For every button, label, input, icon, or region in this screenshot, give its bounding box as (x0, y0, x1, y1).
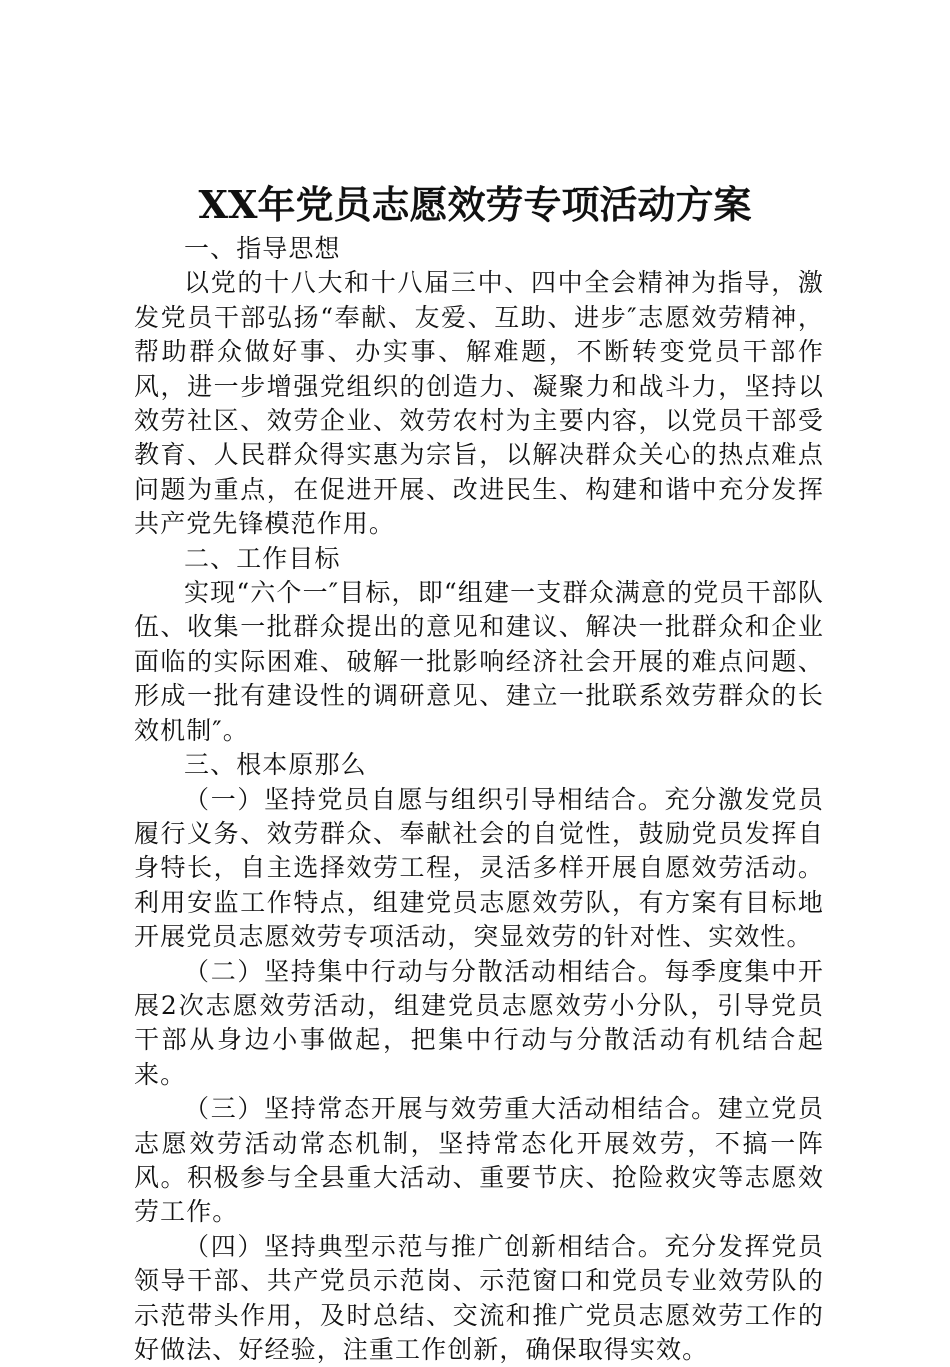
paragraph-principle-3: （三）坚持常态开展与效劳重大活动相结合。建立党员志愿效劳活动常态机制，坚持常态化开展效劳，不搞一阵风。积极参与全县重大活动、重要节庆、抢险救灾等志愿效劳工作。 (134, 1094, 824, 1227)
document-title: XX年党员志愿效劳专项活动方案 (198, 182, 752, 227)
section-heading-guiding-ideology: 一、指导思想 (184, 234, 341, 263)
paragraph-principle-1: （一）坚持党员自愿与组织引导相结合。充分激发党员履行义务、效劳群众、奉献社会的自觉性，鼓励党员发挥自身特长，自主选择效劳工程，灵活多样开展自愿效劳活动。利用安监工作特点，组建党员志愿效劳队，有方案有目标地开展党员志愿效劳专项活动，突显效劳的针对性、实效性。 (134, 784, 824, 952)
paragraph-principle-4: （四）坚持典型示范与推广创新相结合。充分发挥党员领导干部、共产党员示范岗、示范窗口和党员专业效劳队的示范带头作用，及时总结、交流和推广党员志愿效劳工作的好做法、好经验，注重工作创新，确保取得实效。 (134, 1231, 824, 1364)
document-body (134, 232, 824, 1367)
paragraph-principle-2: （二）坚持集中行动与分散活动相结合。每季度集中开展2次志愿效劳活动，组建党员志愿效劳小分队，引导党员干部从身边小事做起，把集中行动与分散活动有机结合起来。 (134, 956, 824, 1089)
paragraph-work-goals: 实现“六个一″目标，即“组建一支群众满意的党员干部队伍、收集一批群众提出的意见和建议、解决一批群众和企业面临的实际困难、破解一批影响经济社会开展的难点问题、形成一批有建设性的调研意见、建立一批联系效劳群众的长效机制″。 (134, 578, 824, 745)
section-heading-work-goals: 二、工作目标 (184, 543, 341, 573)
section-heading-basic-principles: 三、根本原那么 (184, 750, 367, 780)
paragraph-guiding-ideology: 以党的十八大和十八届三中、四中全会精神为指导，激发党员干部弘扬“奉献、友爱、互助、进步″志愿效劳精神，帮助群众做好事、办实事、解难题，不断转变党员干部作风，进一步增强党组织的创造力、凝聚力和战斗力，坚持以效劳社区、效劳企业、效劳农村为主要内容，以党员干部受教育、人民群众得实惠为宗旨，以解决群众关心的热点难点问题为重点，在促进开展、改进民生、构建和谐中充分发挥共产党先锋模范作用。 (134, 268, 824, 539)
